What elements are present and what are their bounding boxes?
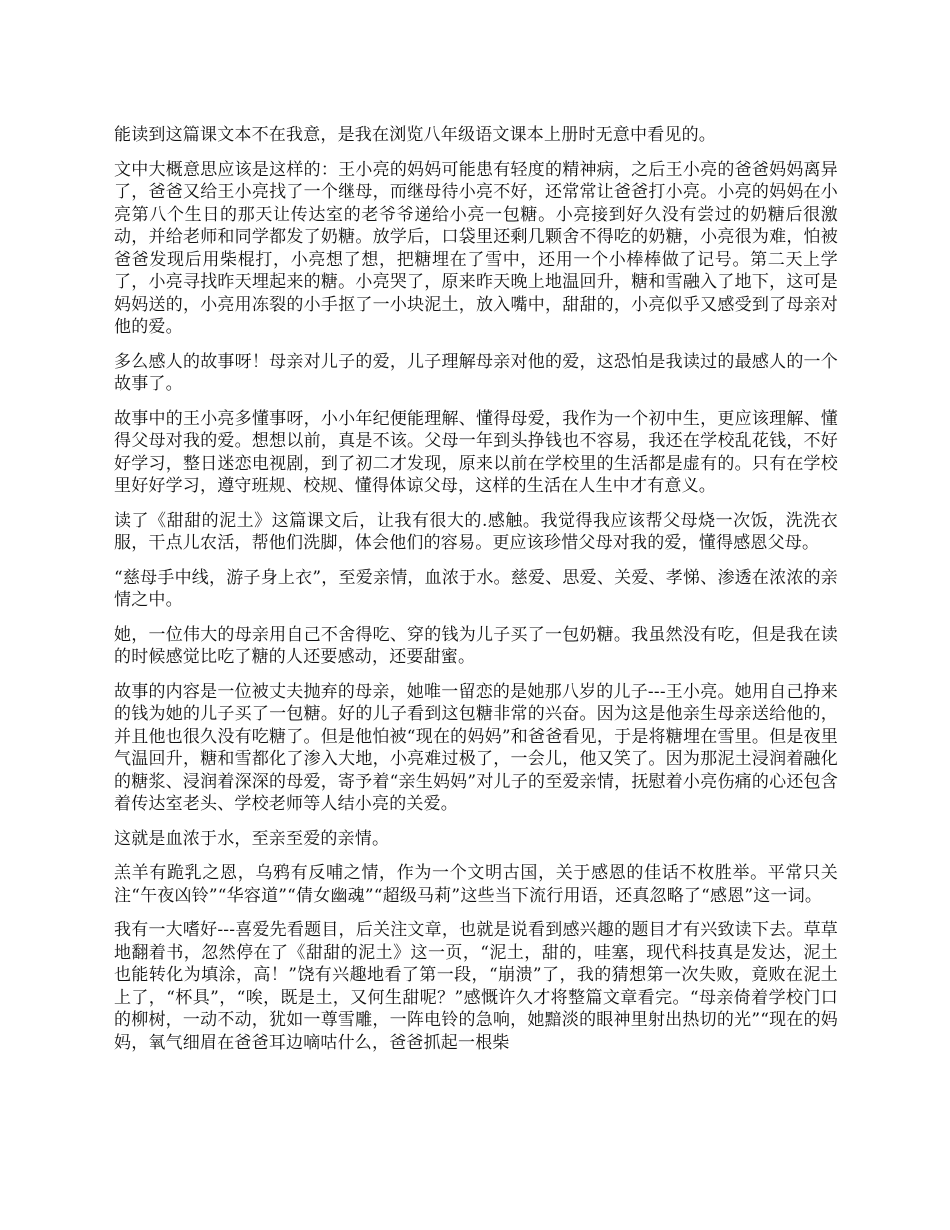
paragraph-5: 读了《甜甜的泥土》这篇课文后，让我有很大的.感触。我觉得我应该帮父母烧一次饭，洗洗衣服，干点儿农活，帮他们洗脚，体会他们的容易。更应该珍惜父母对我的爱，懂得感恩父母。: [114, 510, 838, 553]
paragraph-11: 我有一大嗜好---喜爱先看题目，后关注文章，也就是说看到感兴趣的题目才有兴致读下去。草草地翻着书，忽然停在了《甜甜的泥土》这一页，“泥土，甜的，哇塞，现代科技真是发达，泥土也能转化为填涂，高！”饶有兴趣地看了第一段，“崩溃”了，我的猜想第一次失败，竟败在泥土上了，“杯具”，“唉，既是土，又何生甜呢？”感慨许久才将整篇文章看完。“母亲倚着学校门口的柳树，一动不动，犹如一尊雪雕，一阵电铃的急响，她黯淡的眼神里射出热切的光”“现在的妈妈，氧气细眉在爸爸耳边嘀咕什么，爸爸抓起一根柴: [114, 920, 838, 1053]
document-body: [114, 124, 838, 1054]
paragraph-6: “慈母手中线，游子身上衣”，至爱亲情，血浓于水。慈爱、思爱、关爱、孝悌、渗透在浓浓的亲情之中。: [114, 567, 838, 610]
paragraph-8: 故事的内容是一位被丈夫抛弃的母亲，她唯一留恋的是她那八岁的儿子---王小亮。她用自己挣来的钱为她的儿子买了一包糖。好的儿子看到这包糖非常的兴奋。因为这是他亲生母亲送给他的，并且他也很久没有吃糖了。但是他怕被“现在的妈妈”和爸爸看见，于是将糖埋在雪里。但是夜里气温回升，糖和雪都化了渗入大地，小亮难过极了，一会儿，他又笑了。因为那泥土浸润着融化的糖浆、浸润着深深的母爱，寄予着“亲生妈妈”对儿子的至爱亲情，抚慰着小亮伤痛的心还包含着传达室老头、学校老师等人结小亮的关爱。: [114, 681, 838, 814]
paragraph-7: 她，一位伟大的母亲用自己不舍得吃、穿的钱为儿子买了一包奶糖。我虽然没有吃，但是我在读的时候感觉比吃了糖的人还要感动，还要甜蜜。: [114, 624, 838, 667]
paragraph-9: 这就是血浓于水，至亲至爱的亲情。: [114, 828, 390, 849]
paragraph-2: 文中大概意思应该是这样的：王小亮的妈妈可能患有轻度的精神病，之后王小亮的爸爸妈妈离异了，爸爸又给王小亮找了一个继母，而继母待小亮不好，还常常让爸爸打小亮。小亮的妈妈在小亮第八个生日的那天让传达室的老爷爷递给小亮一包糖。小亮接到好久没有尝过的奶糖后很激动，并给老师和同学都发了奶糖。放学后，口袋里还剩几颗舍不得吃的奶糖，小亮很为难，怕被爸爸发现后用柴棍打，小亮想了想，把糖埋在了雪中，还用一个小棒棒做了记号。第二天上学了，小亮寻找昨天埋起来的糖。小亮哭了，原来昨天晚上地温回升，糖和雪融入了地下，这可是妈妈送的，小亮用冻裂的小手抠了一小块泥土，放入嘴中，甜甜的，小亮似乎又感受到了母亲对他的爱。: [114, 159, 838, 337]
paragraph-1: 能读到这篇课文本不在我意，是我在浏览八年级语文课本上册时无意中看见的。: [114, 125, 716, 145]
paragraph-10: 羔羊有跪乳之恩，乌鸦有反哺之情，作为一个文明古国，关于感恩的佳话不枚胜举。平常只关注“午夜凶铃”“华容道”“倩女幽魂”“超级马莉”这些当下流行用语，还真忽略了“感恩”这一词。: [114, 863, 838, 906]
paragraph-4: 故事中的王小亮多懂事呀，小小年纪便能理解、懂得母爱，我作为一个初中生，更应该理解、懂得父母对我的爱。想想以前，真是不该。父母一年到头挣钱也不容易，我还在学校乱花钱，不好好学习，整日迷恋电视剧，到了初二才发现，原来以前在学校里的生活都是虚有的。只有在学校里好好学习，遵守班规、校规、懂得体谅父母，这样的生活在人生中才有意义。: [114, 408, 838, 496]
paragraph-3: 多么感人的故事呀！母亲对儿子的爱，儿子理解母亲对他的爱，这恐怕是我读过的最感人的一个故事了。: [114, 351, 838, 394]
